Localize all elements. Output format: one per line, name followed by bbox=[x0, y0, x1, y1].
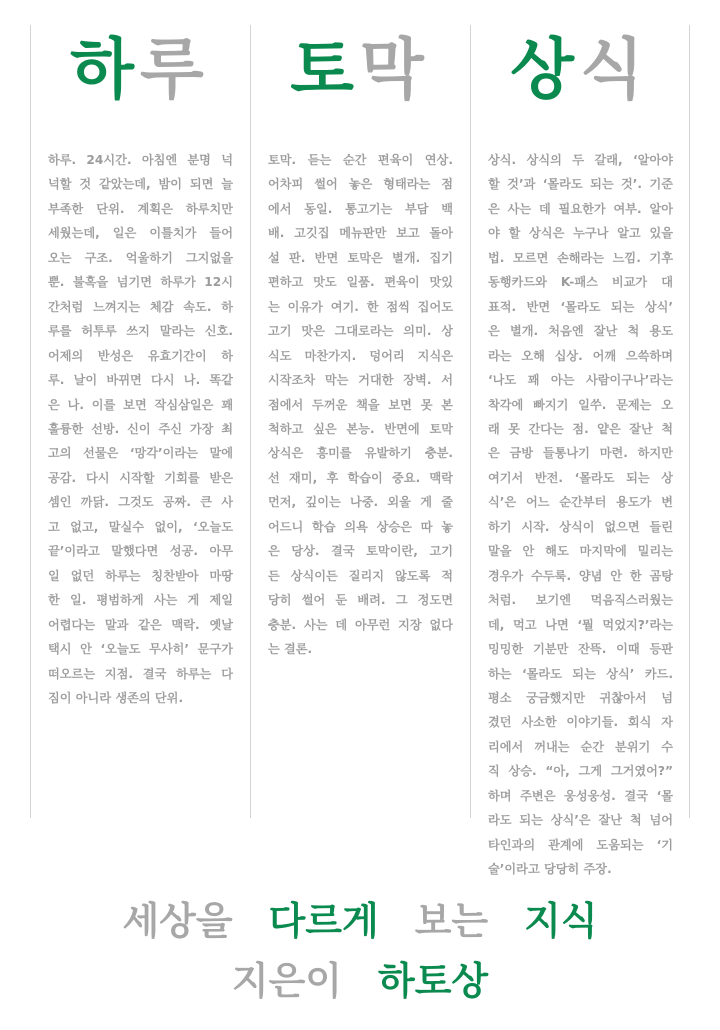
column-divider bbox=[250, 25, 251, 818]
text-line: 야 할 상식은 누구나 알고 있을 bbox=[488, 226, 673, 241]
text-line: 동행카드와 K-패스 비교가 대 bbox=[488, 275, 673, 290]
text-line: 떠오르는 지점. 결국 하루는 다 bbox=[48, 666, 233, 681]
title-char: 하 bbox=[70, 31, 140, 108]
text-line: 표적. 반면 ‘몰라도 되는 상식’ bbox=[488, 299, 673, 314]
column-divider bbox=[470, 25, 471, 818]
text-line: 직 상승. “아, 그게 그거였어?” bbox=[488, 764, 673, 779]
text-line: 간처럼 느껴지는 체감 속도. 하 bbox=[48, 299, 233, 314]
text-line: 할 것’과 ‘몰라도 되는 것’. 기준 bbox=[488, 177, 673, 192]
text-line: 하루. 24시간. 아침엔 분명 넉 bbox=[48, 153, 233, 167]
text-line: 어차피 썰어 놓은 형태라는 점 bbox=[268, 177, 453, 192]
text-line: 선 재미, 후 학습이 중요. 맥락 bbox=[268, 470, 453, 485]
text-line: 밍밍한 기분만 잔뜩. 이때 등판 bbox=[488, 642, 673, 657]
text-line: 래 못 간다는 점. 얕은 잘난 척 bbox=[488, 421, 673, 436]
text-line: 는 이유가 여기. 한 점씩 집어도 bbox=[268, 299, 453, 314]
column-title bbox=[30, 22, 250, 118]
text-line: 평소 궁금했지만 귀찮아서 넘 bbox=[488, 690, 673, 705]
text-line: 루. 날이 바뀌면 다시 나. 똑같 bbox=[48, 373, 233, 388]
text-line: 충분. 사는 데 아무런 지장 없다 bbox=[268, 617, 453, 632]
text-line: 상식. 상식의 두 갈래, ‘알아야 bbox=[488, 153, 673, 167]
text-line: ‘나도 꽤 아는 사람이구나’라는 bbox=[488, 373, 673, 388]
tagline-word: 지식 bbox=[524, 899, 598, 943]
text-line: 술’이라고 당당히 주장. bbox=[488, 862, 612, 877]
text-line: 척하고 싶은 본능. 반면에 토막 bbox=[268, 421, 453, 436]
text-line: 라도 되는 상식’은 잘난 척 넘어 bbox=[488, 813, 673, 828]
text-line: 처럼. 보기엔 먹음직스러웠는 bbox=[488, 593, 673, 608]
text-line: 어제의 반성은 유효기간이 하 bbox=[48, 348, 233, 363]
text-line: 넉할 것 같았는데, 밤이 되면 늘 bbox=[48, 177, 233, 192]
text-line: 시작조차 막는 거대한 장벽. 서 bbox=[268, 373, 453, 388]
column-body bbox=[488, 148, 673, 882]
text-line: 하기 시작. 상식이 없으면 들린 bbox=[488, 519, 673, 534]
text-line: 에서 동일. 통고기는 부담 백 bbox=[268, 201, 453, 216]
text-line: 은 사는 데 필요한가 여부. 알아 bbox=[488, 201, 673, 216]
text-line: 어드니 학습 의욕 상승은 따 놓 bbox=[268, 519, 453, 534]
column-title bbox=[250, 22, 470, 118]
column-body bbox=[268, 148, 453, 662]
title-char: 루 bbox=[140, 31, 210, 108]
text-line: 끝’이라고 말했다면 성공. 아무 bbox=[48, 544, 233, 559]
tagline-word: 다르게 bbox=[268, 899, 379, 943]
column-title bbox=[470, 22, 690, 118]
text-line: 은 나. 이를 보면 작심삼일은 꽤 bbox=[48, 397, 233, 412]
text-line: 겼던 사소한 이야기들. 회식 자 bbox=[488, 715, 673, 730]
text-line: 고의 선물은 ‘망각’이라는 말에 bbox=[48, 446, 233, 461]
text-line: 훌륭한 선방. 신이 주신 가장 최 bbox=[48, 421, 233, 436]
text-line: 타인과의 관계에 도움되는 ‘기 bbox=[488, 837, 673, 852]
text-line: 편하고 맛도 일품. 편육이 맛있 bbox=[268, 275, 453, 290]
column-body bbox=[48, 148, 233, 710]
text-line: 한 일. 평범하게 사는 게 제일 bbox=[48, 593, 233, 608]
text-line: 법. 모르면 손해라는 느낌. 기후 bbox=[488, 250, 673, 265]
text-line: 식’은 어느 순간부터 용도가 변 bbox=[488, 495, 673, 510]
text-line: 일 없던 하루는 칭찬받아 마땅 bbox=[48, 568, 233, 583]
text-line: 상식은 흥미를 유발하기 충분. bbox=[268, 446, 453, 461]
text-line: 뿐. 불혹을 넘기면 하루가 12시 bbox=[48, 275, 233, 290]
text-line: 오는 구조. 억울하기 그지없을 bbox=[48, 250, 233, 265]
tagline-word: 보는 bbox=[414, 899, 489, 943]
tagline bbox=[0, 890, 720, 945]
text-line: 배. 고깃집 메뉴판만 보고 돌아 bbox=[268, 226, 453, 241]
author-word: 하토상 bbox=[378, 959, 489, 1003]
text-line: 고기 맛은 그대로라는 의미. 상 bbox=[268, 324, 453, 339]
text-line: 리에서 꺼내는 순간 분위기 수 bbox=[488, 739, 673, 754]
text-line: 데, 먹고 나면 ‘뭘 먹었지?’라는 bbox=[488, 617, 673, 632]
title-char: 토 bbox=[290, 31, 360, 108]
text-line: 토막. 듣는 순간 편육이 연상. bbox=[268, 153, 453, 167]
text-line: 어렵다는 말과 같은 맥락. 옛날 bbox=[48, 617, 233, 632]
text-line: 부족한 단위. 계획은 하루치만 bbox=[48, 201, 233, 216]
text-line: 은 금방 들통나기 마련. 하지만 bbox=[488, 446, 673, 461]
text-line: 든 상식이든 질리지 않도록 적 bbox=[268, 568, 453, 583]
text-line: 착각에 빠지기 일쑤. 문제는 오 bbox=[488, 397, 673, 412]
text-line: 세웠는데, 일은 이틀치가 들어 bbox=[48, 226, 233, 241]
text-line: 당히 썰어 둔 배려. 그 정도면 bbox=[268, 593, 453, 608]
text-line: 점에서 두꺼운 책을 보면 못 본 bbox=[268, 397, 453, 412]
title-char: 식 bbox=[580, 31, 650, 108]
author-word: 지은이 bbox=[231, 959, 342, 1003]
title-char: 상 bbox=[510, 31, 580, 108]
text-line: 셈인 까닭. 그것도 공짜. 큰 사 bbox=[48, 495, 233, 510]
text-line: 는 결론. bbox=[268, 642, 313, 657]
column-divider bbox=[689, 25, 690, 818]
text-line: 택시 안 ‘오늘도 무사히’ 문구가 bbox=[48, 642, 233, 657]
text-line: 말을 안 해도 마지막에 밀리는 bbox=[488, 544, 673, 559]
text-line: 고 없고, 말실수 없이, ‘오늘도 bbox=[48, 519, 233, 534]
text-line: 설 판. 반면 토막은 별개. 집기 bbox=[268, 250, 453, 265]
text-line: 경우가 수두룩. 양념 안 한 곰탕 bbox=[488, 568, 673, 583]
text-line: 라는 오해 십상. 어깨 으쓱하며 bbox=[488, 348, 673, 363]
column-divider bbox=[30, 25, 31, 818]
text-line: 은 별개. 처음엔 잘난 척 용도 bbox=[488, 324, 673, 339]
text-line: 은 당상. 결국 토막이란, 고기 bbox=[268, 544, 453, 559]
text-line: 하며 주변은 웅성웅성. 결국 ‘몰 bbox=[488, 788, 673, 803]
author-line bbox=[0, 950, 720, 1005]
text-line: 먼저, 깊이는 나중. 외울 게 줄 bbox=[268, 495, 453, 510]
text-line: 식도 마찬가지. 덩어리 지식은 bbox=[268, 348, 453, 363]
text-line: 여기서 반전. ‘몰라도 되는 상 bbox=[488, 470, 673, 485]
tagline-word: 세상을 bbox=[122, 899, 233, 943]
text-line: 공감. 다시 시작할 기회를 받은 bbox=[48, 470, 233, 485]
text-line: 하는 ‘몰라도 되는 상식’ 카드. bbox=[488, 666, 673, 681]
text-line: 루를 허투루 쓰지 말라는 신호. bbox=[48, 324, 233, 339]
text-line: 짐이 아니라 생존의 단위. bbox=[48, 690, 184, 705]
title-char: 막 bbox=[360, 31, 430, 108]
